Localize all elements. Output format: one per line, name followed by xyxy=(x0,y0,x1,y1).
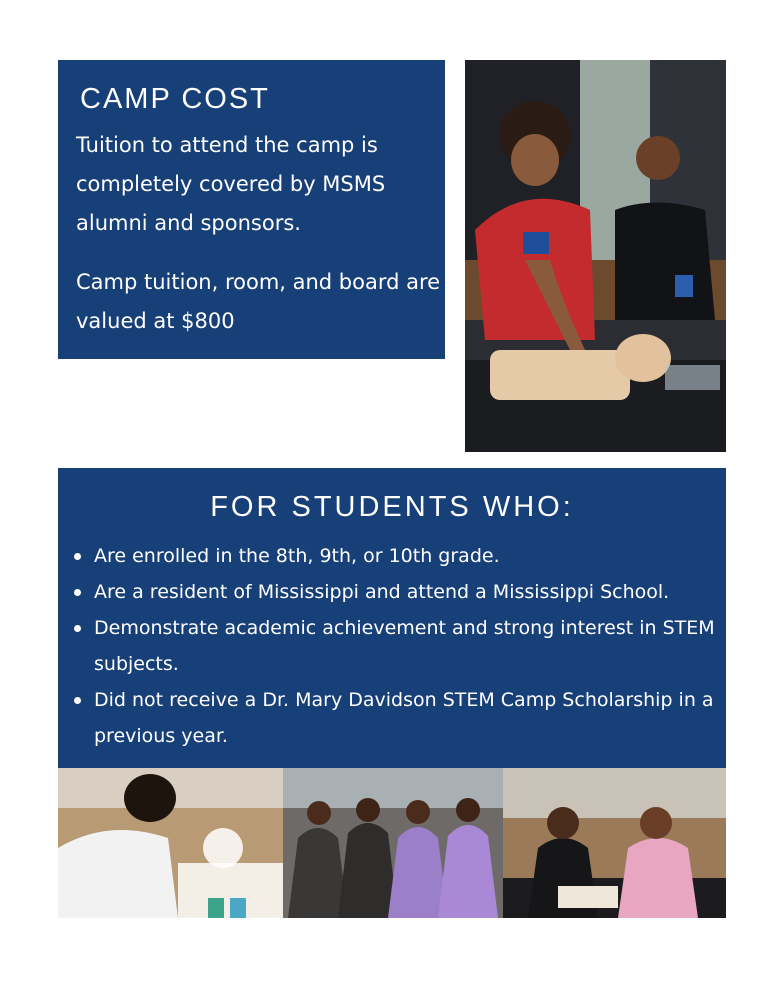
eligibility-title: FOR STUDENTS WHO: xyxy=(210,491,574,523)
eligibility-panel xyxy=(58,468,726,768)
eligibility-list xyxy=(58,538,726,754)
camp-activities-illustration xyxy=(58,768,726,918)
camp-activities-photo-strip xyxy=(58,768,726,918)
eligibility-item: Are a resident of Mississippi and attend a Mississippi School. xyxy=(94,574,726,610)
eligibility-item: Did not receive a Dr. Mary Davidson STEM Camp Scholarship in a previous year. xyxy=(94,682,726,754)
camp-cost-paragraph-1: Tuition to attend the camp is completely covered by MSMS alumni and sponsors. xyxy=(76,133,386,235)
eligibility-item: Are enrolled in the 8th, 9th, or 10th grade. xyxy=(94,538,726,574)
cpr-training-photo xyxy=(465,60,726,452)
cpr-training-illustration xyxy=(465,60,726,452)
camp-cost-title: CAMP COST xyxy=(80,83,270,115)
eligibility-item: Demonstrate academic achievement and strong interest in STEM subjects. xyxy=(94,610,726,682)
camp-cost-panel xyxy=(58,60,445,359)
camp-cost-paragraph-2: Camp tuition, room, and board are valued at $800 xyxy=(76,270,441,333)
